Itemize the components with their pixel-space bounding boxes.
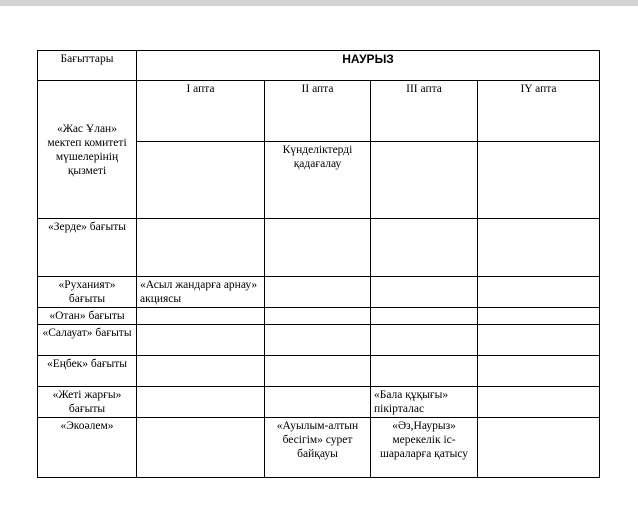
activity-cell bbox=[371, 356, 478, 387]
direction-cell: «Отан» бағыты bbox=[38, 308, 137, 325]
activity-cell bbox=[371, 142, 478, 219]
direction-cell: «Зерде» бағыты bbox=[38, 219, 137, 277]
activity-cell bbox=[478, 308, 600, 325]
activity-cell bbox=[478, 142, 600, 219]
header-row bbox=[38, 51, 600, 81]
activity-cell bbox=[137, 308, 265, 325]
table-row bbox=[38, 277, 600, 308]
weeks-row bbox=[38, 81, 600, 142]
activity-cell bbox=[137, 418, 265, 478]
activity-cell bbox=[478, 277, 600, 308]
week-header: III апта bbox=[371, 81, 478, 142]
activity-cell bbox=[137, 356, 265, 387]
activity-cell bbox=[478, 356, 600, 387]
activity-cell bbox=[265, 219, 371, 277]
activity-cell bbox=[137, 387, 265, 418]
direction-cell: «Жас Ұлан» мектеп комитеті мүшелерінің қызметі bbox=[38, 81, 137, 219]
document-page bbox=[0, 6, 638, 524]
activity-cell bbox=[137, 219, 265, 277]
activity-cell bbox=[265, 356, 371, 387]
activity-cell: «Ауылым-алтын бесігім» сурет байқауы bbox=[265, 418, 371, 478]
activity-cell bbox=[265, 325, 371, 356]
week-header: IY апта bbox=[478, 81, 600, 142]
direction-cell: «Экоәлем» bbox=[38, 418, 137, 478]
activity-cell: «Бала құқығы» пікірталас bbox=[371, 387, 478, 418]
table-row bbox=[38, 325, 600, 356]
activity-cell bbox=[265, 277, 371, 308]
table-row bbox=[38, 308, 600, 325]
activity-cell bbox=[265, 308, 371, 325]
plan-table bbox=[37, 50, 600, 478]
direction-cell: «Еңбек» бағыты bbox=[38, 356, 137, 387]
activity-cell bbox=[137, 142, 265, 219]
week-header: II апта bbox=[265, 81, 371, 142]
activity-cell: Күнделіктерді қадағалау bbox=[265, 142, 371, 219]
header-month: НАУРЫЗ bbox=[137, 51, 600, 81]
activity-cell bbox=[371, 277, 478, 308]
activity-cell: «Асыл жандарға арнау» акциясы bbox=[137, 277, 265, 308]
direction-cell: «Салауат» бағыты bbox=[38, 325, 137, 356]
direction-cell: «Руханият» бағыты bbox=[38, 277, 137, 308]
table-row bbox=[38, 356, 600, 387]
activity-cell: «Әз,Наурыз» мерекелік іс-шараларға қатысу bbox=[371, 418, 478, 478]
activity-cell bbox=[478, 387, 600, 418]
activity-cell bbox=[478, 418, 600, 478]
header-directions: Бағыттары bbox=[38, 51, 137, 81]
activity-cell bbox=[371, 219, 478, 277]
activity-cell bbox=[137, 325, 265, 356]
activity-cell bbox=[371, 308, 478, 325]
table-row bbox=[38, 219, 600, 277]
table-row bbox=[38, 418, 600, 478]
activity-cell bbox=[478, 219, 600, 277]
activity-cell bbox=[265, 387, 371, 418]
activity-cell bbox=[478, 325, 600, 356]
direction-cell: «Жеті жарғы» бағыты bbox=[38, 387, 137, 418]
activity-cell bbox=[371, 325, 478, 356]
table-row bbox=[38, 387, 600, 418]
week-header: I апта bbox=[137, 81, 265, 142]
